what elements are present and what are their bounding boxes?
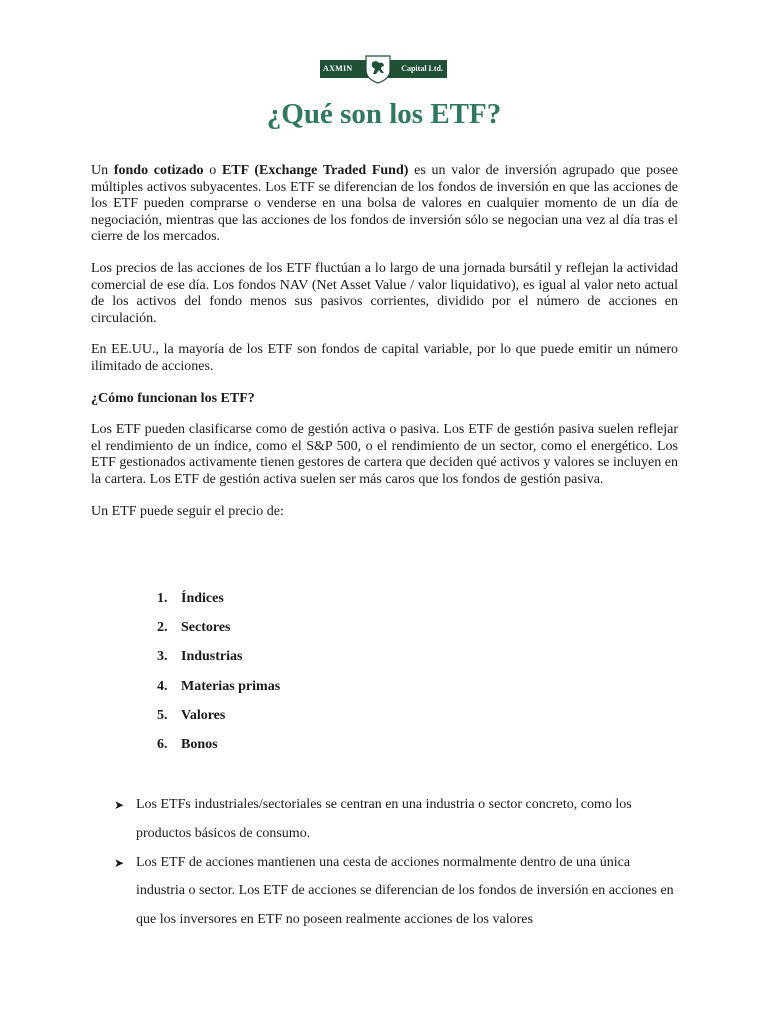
logo-left-text: AXMIN: [323, 64, 353, 73]
section-heading: [91, 391, 678, 408]
list-number: 3.: [157, 649, 168, 665]
paragraph-usa: En EE.UU., la mayoría de los ETF son fondos de capital variable, por lo que puede emitir un número ilimitado de acciones.: [91, 342, 678, 374]
list-item-label: Bonos: [181, 736, 218, 752]
list-number: 5.: [157, 707, 168, 723]
list-item: [157, 736, 457, 765]
list-item-label: Industrias: [181, 649, 243, 665]
list-item: [157, 648, 457, 677]
list-item-label: Sectores: [181, 620, 231, 636]
list-number: 4.: [157, 678, 168, 694]
arrow-bullet-icon: ➤: [114, 855, 125, 870]
term-etf: ETF (Exchange Traded Fund): [221, 163, 409, 178]
intro-text-start: Un: [91, 163, 114, 178]
paragraph-prices: Los precios de las acciones de los ETF fluctúan a lo largo de una jornada bursátil y reflejan la actividad comercial de ese día. Los fondos NAV (Net Asset Value / valor liquidativo), es igual al valor neto actual de los activos del fondo menos sus pasivos corrientes, dividido por el número de acciones en circulación.: [91, 260, 678, 326]
etf-types-list: [114, 791, 674, 935]
paragraph-management: Los ETF pueden clasificarse como de gestión activa o pasiva. Los ETF de gestión pasiva suelen reflejar el rendimiento de un índice, como el S&P 500, o el rendimiento de un sector, como el energético. Los ETF gestionados activamente tienen gestores de cartera que deciden qué activos y valores se incluyen en la cartera. Los ETF de gestión activa suelen ser más caros que los fondos de gestión pasiva.: [91, 422, 678, 487]
list-item: [157, 619, 457, 648]
bullet-item: [114, 791, 674, 849]
list-item: [157, 707, 457, 736]
intro-text-connector: o: [203, 163, 222, 178]
list-number: 1.: [157, 591, 168, 606]
shield-icon: [363, 54, 393, 84]
list-item: [157, 678, 457, 707]
list-item-label: Materias primas: [181, 678, 281, 694]
intro-paragraph: [91, 163, 678, 246]
bullet-item: [114, 849, 674, 935]
arrow-bullet-icon: ➤: [114, 798, 125, 812]
bullet-text: Los ETF de acciones mantienen una cesta de acciones normalmente dentro de una única industria o sector. Los ETF de acciones se diferencian de los fondos de inversión en acciones en que los inversores en ETF no poseen realmente acciones de los valores: [136, 854, 674, 928]
list-item-label: Índices: [181, 591, 224, 606]
term-fondo-cotizado: fondo cotizado: [113, 163, 204, 178]
list-number: 2.: [157, 620, 168, 636]
list-item: [157, 590, 457, 619]
company-logo: [320, 54, 447, 84]
bullet-text: Los ETFs industriales/sectoriales se centran en una industria o sector concreto, como los productos básicos de consumo.: [136, 797, 632, 841]
section-heading-text: ¿Cómo funcionan los ETF?: [91, 390, 255, 406]
list-intro: Un ETF puede seguir el precio de:: [91, 503, 284, 519]
list-item-label: Valores: [181, 707, 226, 723]
page-title: ¿Qué son los ETF?: [266, 98, 502, 130]
tracked-assets-list: [157, 590, 457, 765]
logo-right-text: Capital Ltd.: [401, 64, 443, 73]
document-body: [91, 163, 678, 535]
intro-text-rest: es un valor de inversión agrupado que posee múltiples activos subyacentes. Los ETF se diferencian de los fondos de inversión en que las acciones de los ETF pueden comprarse o venderse en una bolsa de valores en cualquier momento de un día de negociación, mientras que las acciones de los fondos de inversión sólo se negocian una vez al día tras el cierre de los mercados.: [91, 163, 679, 245]
list-number: 6.: [157, 736, 168, 752]
